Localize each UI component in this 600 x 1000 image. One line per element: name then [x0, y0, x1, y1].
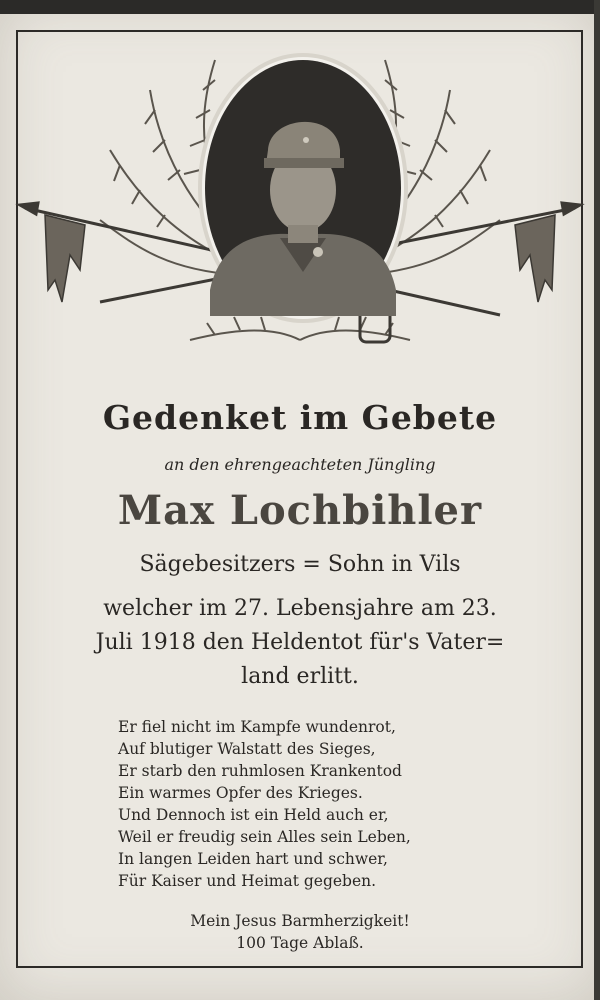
death-line: land erlitt. [241, 664, 359, 689]
flag-left-icon [45, 215, 85, 302]
flag-right-icon [515, 215, 555, 302]
poem-line: Und Dennoch ist ein Held auch er, [118, 806, 389, 824]
top-edge [0, 0, 600, 14]
death-line: Juli 1918 den Heldentot für's Vater= [95, 630, 505, 655]
poem-line: Für Kaiser und Heimat gegeben. [118, 872, 377, 890]
prayer-line: Mein Jesus Barmherzigkeit! [190, 912, 410, 930]
occupation-line: Sägebesitzers = Sohn in Vils [139, 552, 461, 577]
death-notice [20, 592, 580, 694]
poem-line: Er fiel nicht im Kampfe wundenrot, [118, 718, 396, 736]
poem-line: In langen Leiden hart und schwer, [118, 850, 388, 868]
death-line: welcher im 27. Lebensjahre am 23. [103, 596, 497, 621]
portrait-ornament [0, 40, 600, 370]
poem [118, 716, 498, 892]
poem-line: Ein warmes Opfer des Krieges. [118, 784, 363, 802]
heading: Gedenket im Gebete [102, 398, 498, 437]
poem-line: Er starb den ruhmlosen Krankentod [118, 762, 402, 780]
deceased-name: Max Lochbihler [117, 487, 483, 534]
indulgence-line: 100 Tage Ablaß. [236, 934, 364, 952]
poem-line: Auf blutiger Walstatt des Sieges, [118, 740, 376, 758]
intro-line: an den ehrengeachteten Jüngling [164, 455, 436, 474]
poem-line: Weil er freudig sein Alles sein Leben, [118, 828, 411, 846]
